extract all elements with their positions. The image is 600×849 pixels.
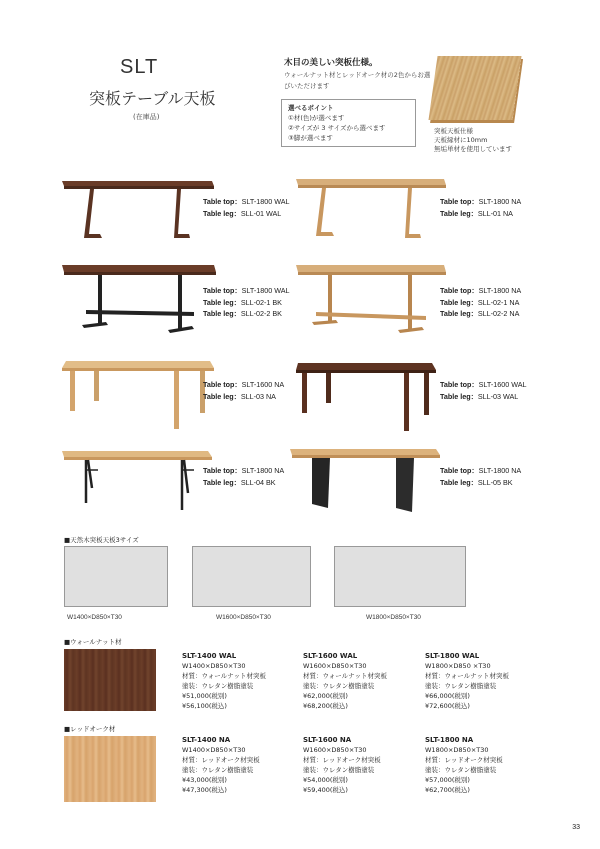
table-illustration-6: [296, 360, 446, 435]
points-title: 選べるポイント: [288, 104, 334, 112]
size-box-1800: [334, 546, 466, 607]
table-spec-2: Table top：SLT-1800 NA Table leg：SLL-01 NA: [440, 197, 522, 218]
table-spec-8: Table top：SLT-1800 NA Table leg：SLL-05 BK: [440, 466, 522, 487]
table-spec-3: Table top：SLT-1800 WAL Table leg：SLL-02-1 BK Table leg：SLL-02-2 BK: [203, 286, 290, 318]
table-illustration-7: [62, 448, 222, 523]
table-illustration-4: [296, 262, 456, 337]
size-label-1600: W1600×D850×T30: [216, 614, 271, 621]
table-spec-4: Table top：SLT-1800 NA Table leg：SLL-02-1 NA Table leg：SLL-02-2 NA: [440, 286, 522, 318]
walnut-product-1400: SLT-1400 WAL W1400×D850×T30 材質：ウォールナット材突板 塗装：ウレタン樹脂塗装 ¥51,000(税別) ¥56,100(税込): [182, 652, 266, 710]
point-item: ②サイズが 3 サイズから選べます: [288, 124, 386, 132]
product-name: 突板テーブル天板: [89, 89, 216, 108]
feature-title: 木目の美しい突板仕様。: [284, 58, 378, 68]
oak-swatch: [64, 736, 156, 802]
series-title: SLT: [120, 56, 159, 78]
size-box-1600: [192, 546, 311, 607]
size-box-1400: [64, 546, 168, 607]
point-item: ③脚が選べます: [288, 134, 333, 142]
feature-description: ウォールナット材とレッドオーク材の2色からお選びいただけます: [284, 71, 431, 90]
size-label-1400: W1400×D850×T30: [67, 614, 122, 621]
table-spec-7: Table top：SLT-1800 NA Table leg：SLL-04 BK: [203, 466, 285, 487]
table-illustration-5: [62, 358, 222, 433]
table-spec-6: Table top：SLT-1600 WAL Table leg：SLL-03 WAL: [440, 380, 527, 401]
walnut-product-1800: SLT-1800 WAL W1800×D850 ×T30 材質：ウォールナット材突板 塗装：ウレタン樹脂塗装 ¥66,000(税別) ¥72,600(税込): [425, 652, 509, 710]
oak-product-1600: SLT-1600 NA W1600×D850×T30 材質：レッドオーク材突板 塗装：ウレタン樹脂塗装 ¥54,000(税別) ¥59,400(税込): [303, 736, 381, 794]
size-label-1800: W1800×D850×T30: [366, 614, 421, 621]
walnut-swatch: [64, 649, 156, 711]
point-item: ①材(色)が選べます: [288, 114, 345, 122]
walnut-section-label: ■ウォールナット材: [64, 638, 122, 646]
oak-section-label: ■レッドオーク材: [64, 725, 116, 733]
table-spec-1: Table top：SLT-1800 WAL Table leg：SLL-01 WAL: [203, 197, 290, 218]
walnut-product-1600: SLT-1600 WAL W1600×D850×T30 材質：ウォールナット材突板 塗装：ウレタン樹脂塗装 ¥62,000(税別) ¥68,200(税込): [303, 652, 387, 710]
selection-points-box: [281, 99, 416, 147]
table-illustration-3: [62, 262, 222, 337]
page-number: 33: [572, 824, 580, 831]
sizes-section-label: ■天然木突板天板3サイズ: [64, 536, 139, 544]
table-illustration-1: [62, 176, 222, 246]
oak-product-1800: SLT-1800 NA W1800×D850×T30 材質：レッドオーク材突板 塗装：ウレタン樹脂塗装 ¥57,000(税別) ¥62,700(税込): [425, 736, 503, 794]
table-spec-5: Table top：SLT-1600 NA Table leg：SLL-03 NA: [203, 380, 285, 401]
wood-note: 突板天板仕様 天板縁材に10mm 無垢単材を使用しています: [434, 127, 512, 153]
stock-note: (在庫品): [133, 113, 160, 121]
oak-product-1400: SLT-1400 NA W1400×D850×T30 材質：レッドオーク材突板 塗装：ウレタン樹脂塗装 ¥43,000(税別) ¥47,300(税込): [182, 736, 260, 794]
table-illustration-8: [290, 446, 450, 521]
table-illustration-2: [296, 176, 456, 246]
wood-edge-photo: [429, 56, 522, 120]
